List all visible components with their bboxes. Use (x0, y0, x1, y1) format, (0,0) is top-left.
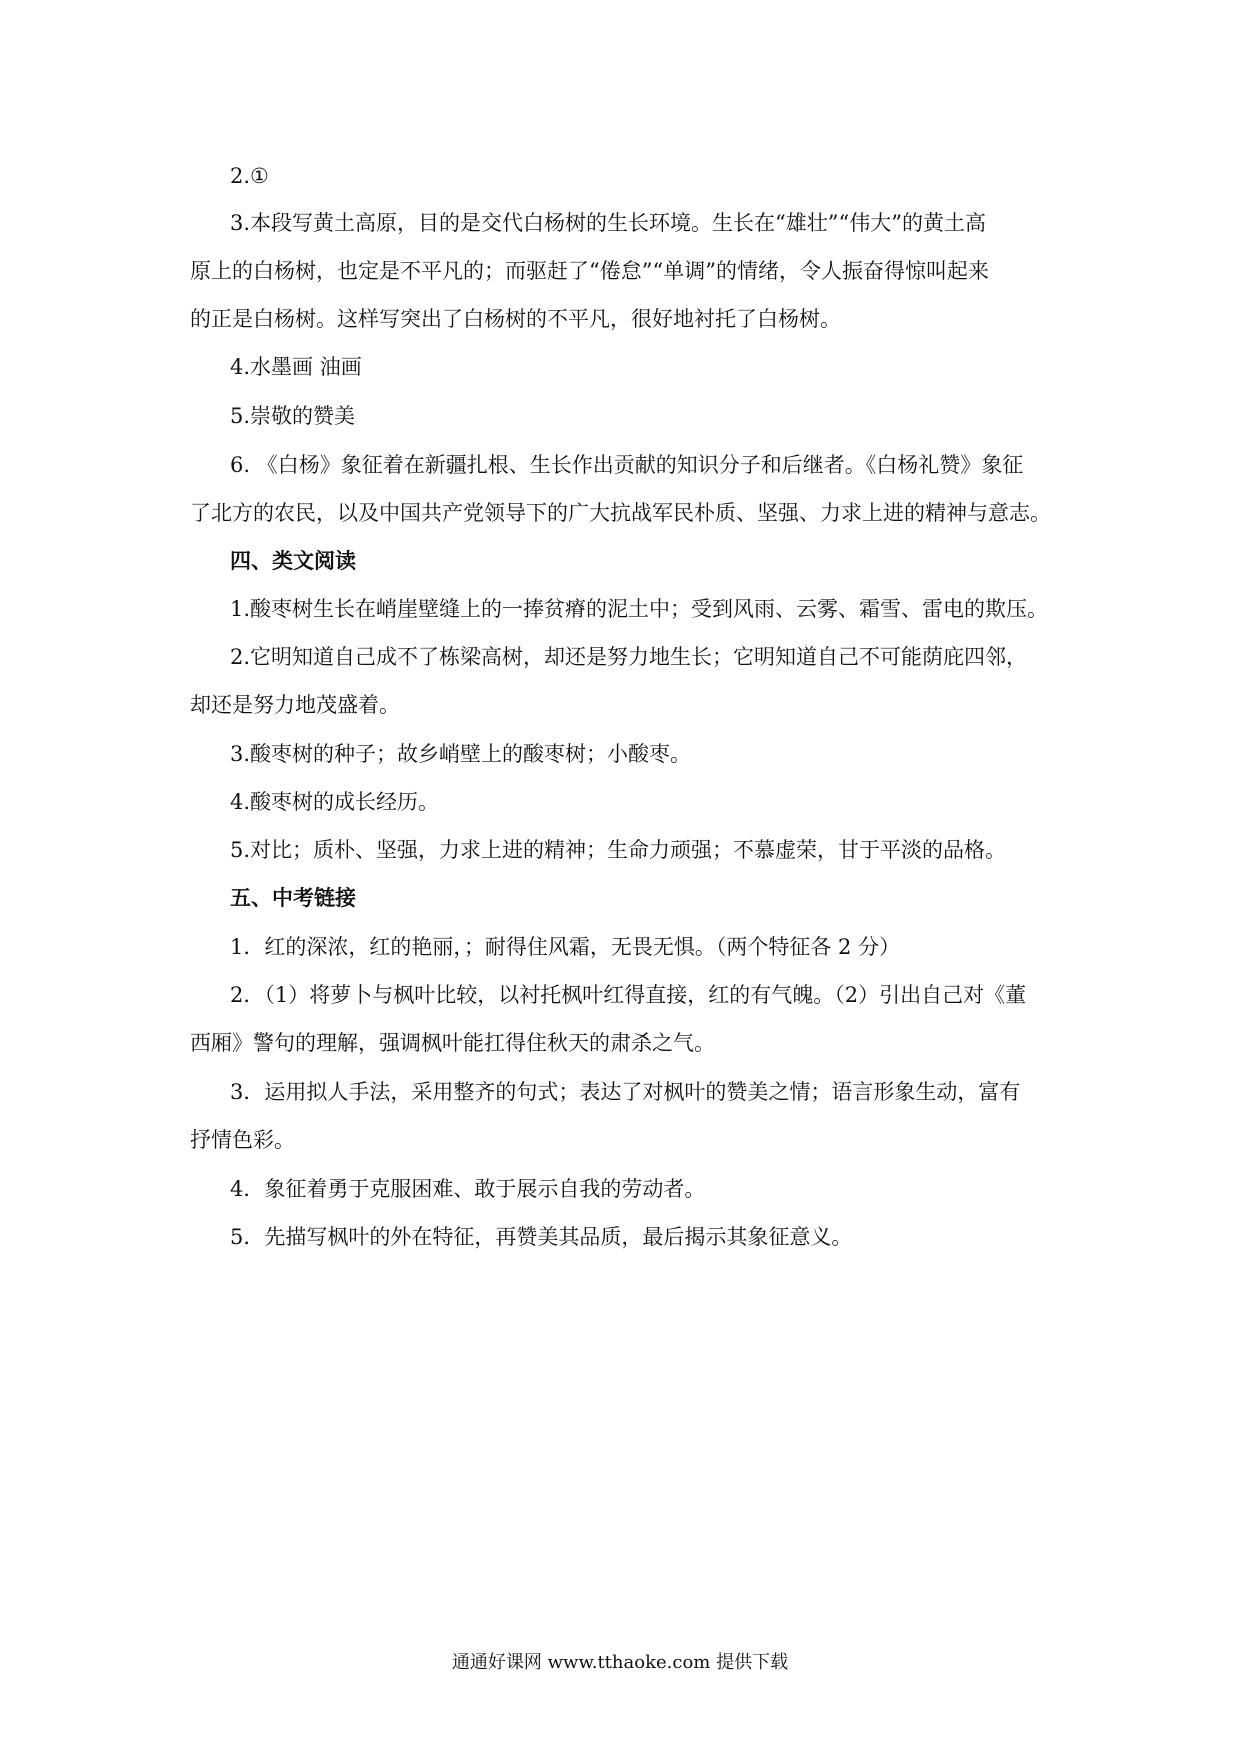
exam-answer-2-line-2: 西厢》警句的理解，强调枫叶能扛得住秋天的肃杀之气。 (190, 1031, 715, 1055)
exam-answer-2-line-1: 2．（1）将萝卜与枫叶比较，以衬托枫叶红得直接，红的有气魄。（2）引出自己对《董 (230, 983, 1027, 1007)
section-heading-exam-link: 五、中考链接 (230, 886, 356, 910)
exam-answer-1: 1．红的深浓，红的艳丽，；耐得住风霜，无畏无惧。（两个特征各 2 分） (230, 935, 901, 959)
answer-2: 2.① (230, 164, 269, 188)
answer-3-line-1: 3.本段写黄土高原，目的是交代白杨树的生长环境。生长在“雄壮”“伟大”的黄土高 (230, 211, 986, 235)
answer-6-line-2: 了北方的农民，以及中国共产党领导下的广大抗战军民朴质、坚强、力求上进的精神与意志。 (190, 501, 1051, 525)
answer-4: 4.水墨画 油画 (230, 355, 362, 379)
exam-answer-3-line-2: 抒情色彩。 (190, 1128, 295, 1152)
exam-answer-3-line-1: 3．运用拟人手法，采用整齐的句式；表达了对枫叶的赞美之情；语言形象生动，富有 (230, 1080, 1021, 1104)
reading-answer-3: 3.酸枣树的种子；故乡峭壁上的酸枣树；小酸枣。 (230, 742, 692, 766)
section-heading-reading: 四、类文阅读 (230, 549, 356, 573)
reading-answer-2-line-2: 却还是努力地茂盛着。 (190, 693, 400, 717)
reading-answer-4: 4.酸枣树的成长经历。 (230, 790, 440, 814)
reading-answer-5: 5.对比；质朴、坚强，力求上进的精神；生命力顽强；不慕虚荣，甘于平淡的品格。 (230, 838, 1007, 862)
reading-answer-1: 1.酸枣树生长在峭崖壁缝上的一捧贫瘠的泥土中；受到风雨、云雾、霜雪、雷电的欺压。 (230, 597, 1049, 621)
exam-answer-4: 4．象征着勇于克服困难、敢于展示自我的劳动者。 (230, 1177, 706, 1201)
exam-answer-5: 5．先描写枫叶的外在特征，再赞美其品质，最后揭示其象征意义。 (230, 1225, 853, 1249)
page-footer: 通通好课网 www.tthaoke.com 提供下载 (451, 1652, 789, 1673)
reading-answer-2-line-1: 2.它明知道自己成不了栋梁高树，却还是努力地生长；它明知道自己不可能荫庇四邻， (230, 645, 1028, 669)
answer-5: 5.崇敬的赞美 (230, 404, 356, 428)
answer-3-line-2: 原上的白杨树，也定是不平凡的；而驱赶了“倦怠”“单调”的情绪，令人振奋得惊叫起来 (190, 259, 989, 283)
answer-3-line-3: 的正是白杨树。这样写突出了白杨树的不平凡，很好地衬托了白杨树。 (190, 307, 841, 331)
answer-6-line-1: 6. 《白杨》象征着在新疆扎根、生长作出贡献的知识分子和后继者。《白杨礼赞》象征 (230, 453, 1024, 477)
